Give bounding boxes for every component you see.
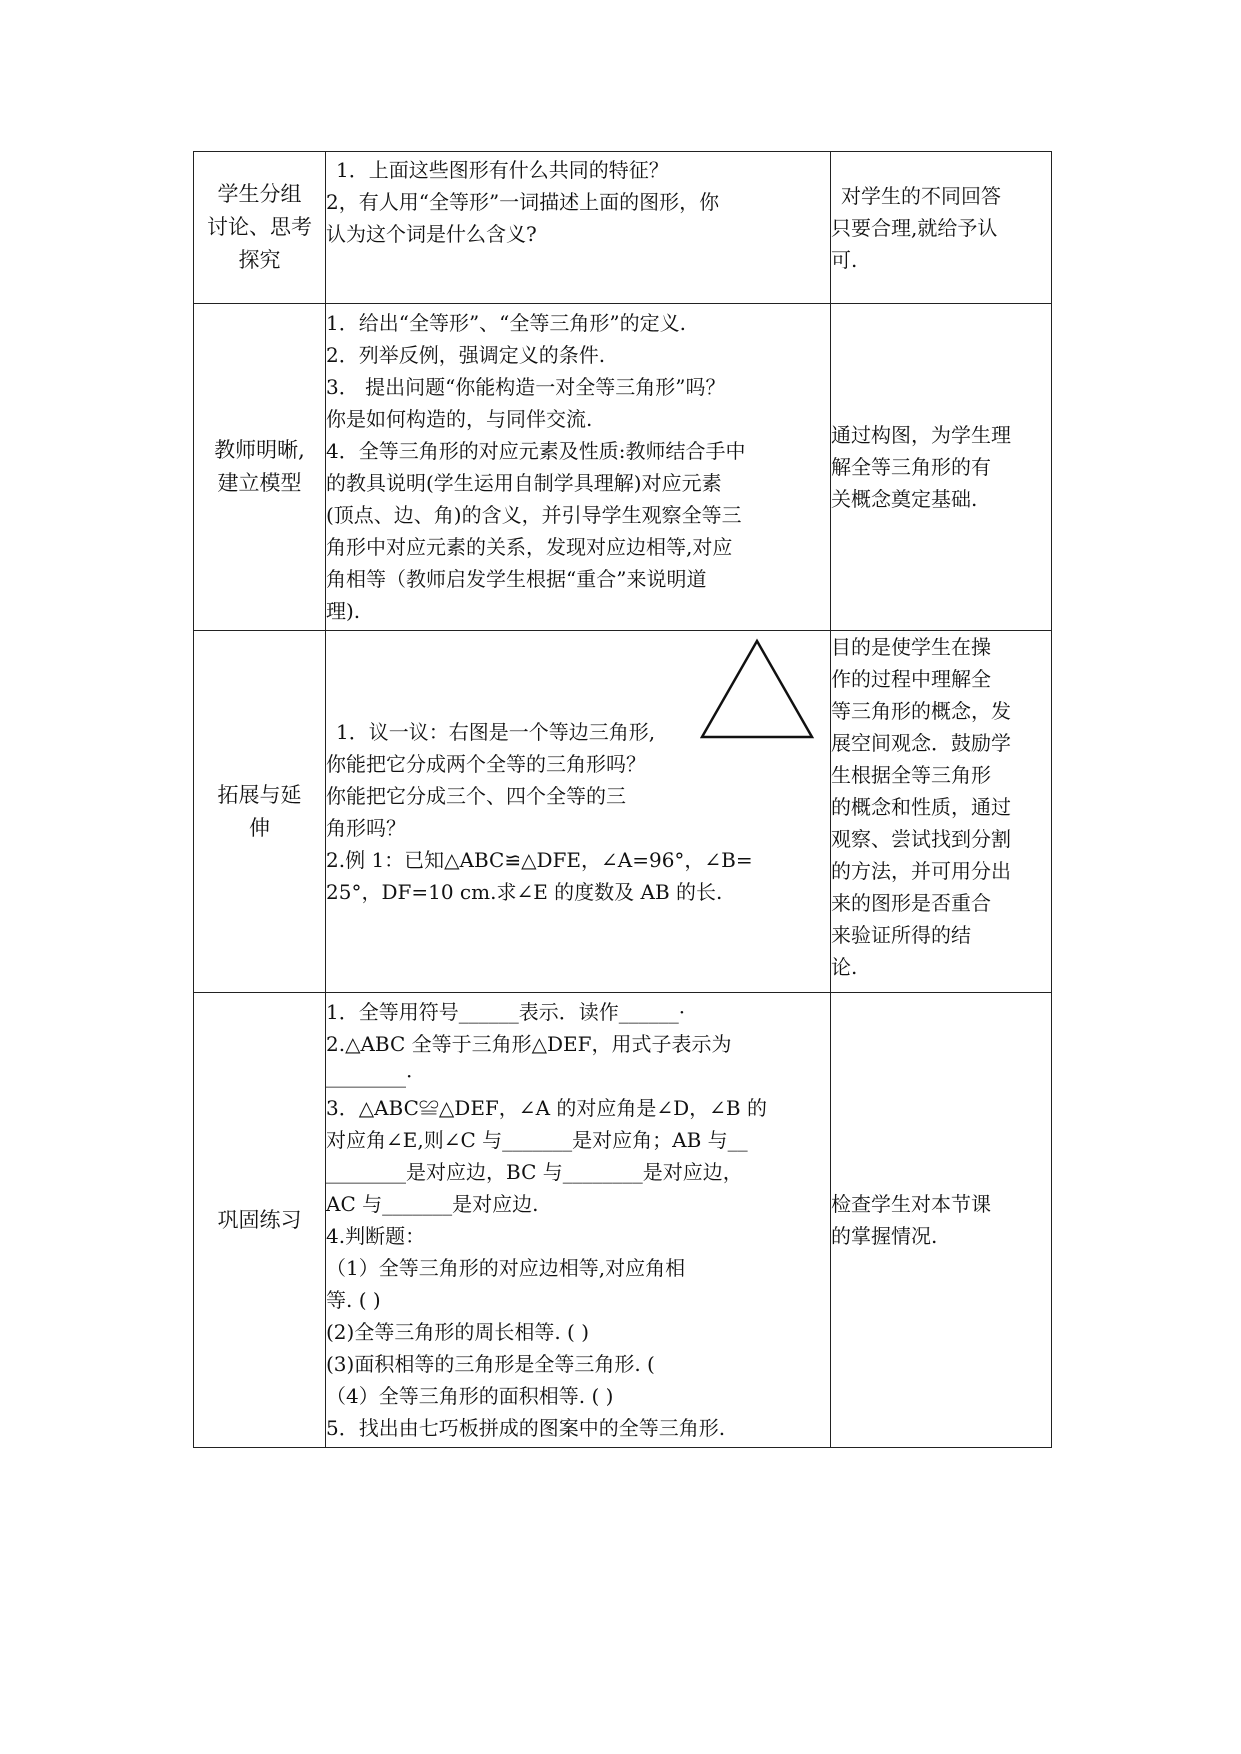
intent-line: 来验证所得的结: [831, 923, 971, 947]
table-row: [194, 304, 1052, 631]
intent-line: 论.: [831, 955, 858, 979]
intent-line: 观察、尝试找到分割: [831, 827, 1011, 851]
stage-cell: [194, 304, 326, 631]
content-line: 1．上面这些图形有什么共同的特征？: [336, 158, 669, 182]
intent-cell: [831, 304, 1052, 631]
content-line: 角形中对应元素的关系，发现对应边相等,对应: [326, 535, 733, 559]
activity-cell: [326, 631, 831, 993]
intent-line: 的概念和性质，通过: [831, 795, 1011, 819]
intent-line: 的掌握情况.: [831, 1224, 938, 1248]
content-line: (3)面积相等的三角形是全等三角形. (: [326, 1352, 655, 1376]
stage-text: 巩固练习: [217, 1207, 302, 1232]
content-line: 理).: [326, 599, 361, 623]
table-row: [194, 631, 1052, 993]
content-line: 角相等（教师启发学生根据“重合”来说明道: [326, 567, 707, 591]
intent-cell: [831, 993, 1052, 1448]
content-line: 5．找出由七巧板拼成的图案中的全等三角形.: [326, 1416, 726, 1440]
content-line: 2.△ABC 全等于三角形△DEF，用式子表示为: [326, 1032, 732, 1056]
stage-text: 伸: [249, 815, 270, 840]
content-line: 4.判断题：: [326, 1224, 426, 1248]
intent-line: 展空间观念．鼓励学: [831, 731, 1011, 755]
intent-line: 的方法，并可用分出: [831, 859, 1011, 883]
content-line: (2)全等三角形的周长相等. ( ): [326, 1320, 590, 1344]
activity-cell: [326, 993, 831, 1448]
content-line: 1．议一议：右图是一个等边三角形,: [336, 719, 656, 744]
content-line: 认为这个词是什么含义?: [326, 222, 537, 246]
intent-line: 解全等三角形的有: [831, 455, 991, 479]
content-line: 3． 提出问题“你能构造一对全等三角形”吗？: [326, 375, 726, 399]
content-line: 2.例 1：已知△ABC≌△DFE，∠A=96°，∠B=: [326, 847, 753, 872]
content-line: (顶点、边、角)的含义，并引导学生观察全等三: [326, 503, 742, 527]
content-line: 你是如何构造的，与同伴交流.: [326, 407, 593, 431]
content-line: 1．给出“全等形”、“全等三角形”的定义.: [326, 311, 686, 335]
stage-text: 讨论、思考: [207, 215, 312, 239]
stage-cell: [194, 152, 326, 304]
content-line: （4）全等三角形的面积相等. ( ): [326, 1384, 614, 1408]
content-line: 2，有人用“全等形”一词描述上面的图形，你: [326, 190, 720, 214]
stage-cell: [194, 631, 326, 993]
table-row: [194, 993, 1052, 1448]
content-line: 4．全等三角形的对应元素及性质:教师结合手中: [326, 439, 746, 463]
intent-line: 可.: [831, 247, 858, 272]
content-line: （1）全等三角形的对应边相等,对应角相: [326, 1256, 686, 1280]
intent-line: 目的是使学生在操: [831, 635, 991, 659]
content-line: 角形吗？: [326, 815, 406, 840]
activity-cell: [326, 152, 831, 304]
intent-line: 生根据全等三角形: [831, 763, 991, 787]
intent-line: 检查学生对本节课: [831, 1192, 991, 1216]
equilateral-triangle-figure: [700, 637, 816, 741]
intent-line: 关概念奠定基础.: [831, 487, 978, 511]
stage-text: 拓展与延: [217, 782, 302, 807]
intent-line: 通过构图，为学生理: [831, 423, 1011, 447]
content-line: AC 与_______是对应边.: [326, 1192, 539, 1216]
content-line: 等. ( ): [326, 1288, 381, 1312]
activity-cell: [326, 304, 831, 631]
content-line: 你能把它分成三个、四个全等的三: [326, 783, 626, 808]
content-line: 你能把它分成两个全等的三角形吗？: [326, 751, 646, 776]
content-line: 1．全等用符号______表示．读作______·: [326, 1000, 686, 1024]
stage-text: 探究: [238, 248, 281, 272]
intent-line: 作的过程中理解全: [831, 667, 991, 691]
stage-cell: [194, 993, 326, 1448]
lesson-plan-table: [193, 151, 1052, 1448]
content-line: 2．列举反例，强调定义的条件.: [326, 343, 606, 367]
intent-cell: [831, 631, 1052, 993]
stage-text: 建立模型: [217, 471, 302, 495]
stage-text: 教师明晰,: [214, 438, 305, 462]
stage-text: 学生分组: [217, 182, 302, 206]
content-line: ________·: [326, 1064, 413, 1088]
content-line: ________是对应边，BC 与________是对应边，: [326, 1160, 743, 1184]
content-line: 3．△ABC≌△DEF，∠A 的对应角是∠D，∠B 的: [326, 1096, 767, 1120]
table-row: [194, 152, 1052, 304]
intent-cell: [831, 152, 1052, 304]
content-line: 的教具说明(学生运用自制学具理解)对应元素: [326, 471, 722, 495]
content-line: 25°，DF=10 cm.求∠E 的度数及 AB 的长.: [326, 879, 723, 904]
intent-line: 等三角形的概念，发: [831, 699, 1011, 723]
intent-line: 只要合理,就给予认: [831, 215, 998, 240]
intent-line: 对学生的不同回答: [841, 183, 1001, 208]
content-line: 对应角∠E,则∠C 与_______是对应角；AB 与__: [326, 1128, 748, 1152]
intent-line: 来的图形是否重合: [831, 891, 991, 915]
